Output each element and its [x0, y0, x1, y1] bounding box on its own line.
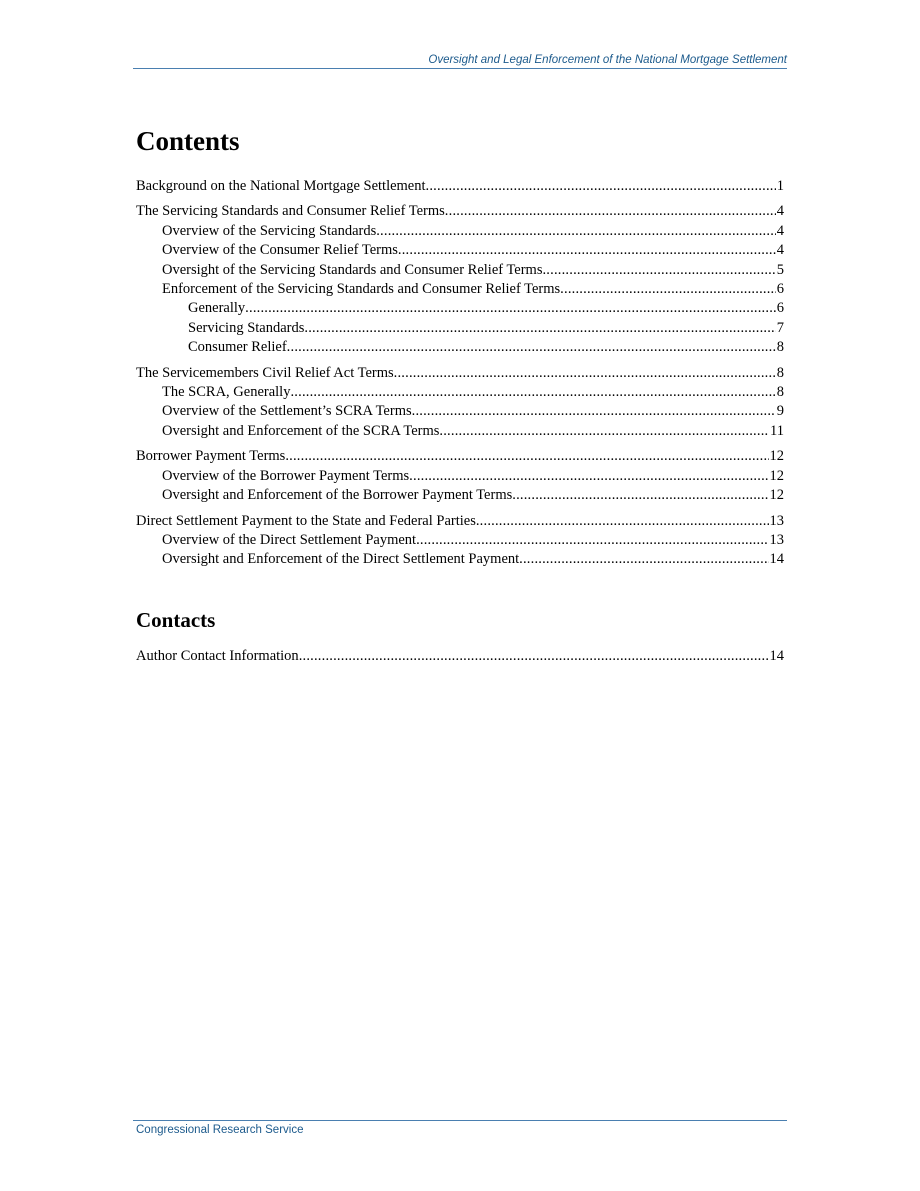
toc-entry-page-number: 11: [770, 422, 784, 439]
toc-entry[interactable]: [136, 447, 784, 466]
toc-entry-page-number: 13: [769, 531, 784, 548]
toc-entry-page-number: 14: [769, 551, 784, 568]
toc-dot-leader: [416, 531, 768, 550]
toc-entry-title: Overview of the Consumer Relief Terms: [162, 242, 398, 259]
header-rule: [133, 68, 787, 69]
toc-entry[interactable]: [136, 422, 784, 441]
toc-entry-page-number: 8: [776, 364, 784, 381]
toc-dot-leader: [285, 447, 768, 466]
toc-entry-title: Direct Settlement Payment to the State and Federal Parties: [136, 512, 476, 529]
toc-entry-page-number: 4: [776, 203, 784, 220]
toc-entry[interactable]: [136, 261, 784, 280]
toc-entry-title: The SCRA, Generally: [162, 384, 291, 401]
toc-entry[interactable]: [136, 319, 784, 338]
toc-dot-leader: [245, 299, 776, 318]
toc-dot-leader: [398, 241, 776, 260]
toc-entry-title: Enforcement of the Servicing Standards and Consumer Relief Terms: [162, 281, 561, 298]
toc-entry-title: Servicing Standards: [188, 319, 305, 336]
toc-entry[interactable]: [136, 550, 784, 569]
running-footer-organization: Congressional Research Service: [136, 1124, 304, 1136]
toc-entry[interactable]: [136, 486, 784, 505]
contents-heading: Contents: [136, 126, 240, 156]
toc-entry-title: Overview of the Servicing Standards: [162, 222, 377, 239]
toc-dot-leader: [426, 177, 776, 196]
toc-entry[interactable]: [136, 467, 784, 486]
toc-entry-title: Overview of the Direct Settlement Payment: [162, 531, 417, 548]
toc-entry-title: Author Contact Information: [136, 648, 299, 664]
toc-dot-leader: [304, 319, 775, 338]
toc-entry-page-number: 9: [776, 403, 784, 420]
toc-dot-leader: [445, 202, 776, 221]
toc-dot-leader: [299, 647, 769, 666]
toc-entry[interactable]: [136, 338, 784, 357]
toc-entry[interactable]: [136, 383, 784, 402]
toc-entry-page-number: 12: [769, 448, 784, 465]
toc-entry-title: Consumer Relief: [188, 339, 287, 356]
toc-entry-title: The Servicemembers Civil Relief Act Terms: [136, 364, 394, 381]
toc-entry[interactable]: [136, 364, 784, 383]
toc-entry[interactable]: [136, 299, 784, 318]
toc-entry[interactable]: [136, 280, 784, 299]
toc-entry[interactable]: [136, 647, 784, 666]
toc-dot-leader: [394, 364, 776, 383]
contacts-list: [136, 647, 784, 666]
toc-entry-page-number: 6: [776, 300, 784, 317]
toc-entry-title: Oversight and Enforcement of the SCRA Terms: [162, 422, 440, 439]
toc-entry[interactable]: [136, 512, 784, 531]
toc-entry-page-number: 4: [776, 222, 784, 239]
toc-entry[interactable]: [136, 241, 784, 260]
toc-dot-leader: [542, 261, 775, 280]
toc-entry-page-number: 8: [776, 339, 784, 356]
toc-dot-leader: [412, 402, 776, 421]
toc-dot-leader: [439, 422, 769, 441]
toc-entry-page-number: 4: [776, 242, 784, 259]
toc-entry-page-number: 1: [776, 178, 784, 194]
contacts-heading: Contacts: [136, 608, 216, 632]
toc-entry-title: Background on the National Mortgage Settlement: [136, 178, 426, 194]
toc-entry[interactable]: [136, 222, 784, 241]
contents-list: [136, 177, 784, 570]
toc-entry-page-number: 5: [776, 261, 784, 278]
toc-entry-page-number: 12: [769, 467, 784, 484]
toc-entry-page-number: 12: [769, 487, 784, 504]
toc-entry-title: Oversight of the Servicing Standards and Consumer Relief Terms: [162, 261, 543, 278]
toc-dot-leader: [409, 467, 768, 486]
toc-entry-title: The Servicing Standards and Consumer Relief Terms: [136, 203, 445, 220]
toc-entry-page-number: 8: [776, 384, 784, 401]
toc-entry[interactable]: [136, 402, 784, 421]
toc-entry-title: Overview of the Settlement’s SCRA Terms: [162, 403, 412, 420]
footer-rule: [133, 1120, 787, 1121]
toc-entry[interactable]: [136, 531, 784, 550]
toc-entry-title: Oversight and Enforcement of the Direct Settlement Payment: [162, 551, 520, 568]
toc-entry-title: Borrower Payment Terms: [136, 448, 286, 465]
toc-entry-page-number: 7: [776, 319, 784, 336]
toc-dot-leader: [512, 486, 768, 505]
toc-dot-leader: [290, 383, 775, 402]
running-header-title: Oversight and Legal Enforcement of the National Mortgage Settlement: [428, 54, 787, 66]
toc-entry-page-number: 13: [769, 512, 784, 529]
toc-entry-title: Overview of the Borrower Payment Terms: [162, 467, 410, 484]
toc-dot-leader: [519, 550, 768, 569]
toc-entry-title: Generally: [188, 300, 246, 317]
toc-entry-title: Oversight and Enforcement of the Borrower Payment Terms: [162, 487, 513, 504]
toc-entry-page-number: 14: [769, 648, 784, 664]
toc-entry[interactable]: [136, 202, 784, 221]
toc-dot-leader: [287, 338, 776, 357]
toc-entry[interactable]: [136, 177, 784, 196]
toc-dot-leader: [476, 512, 769, 531]
toc-dot-leader: [376, 222, 776, 241]
toc-dot-leader: [560, 280, 776, 299]
toc-entry-page-number: 6: [776, 281, 784, 298]
